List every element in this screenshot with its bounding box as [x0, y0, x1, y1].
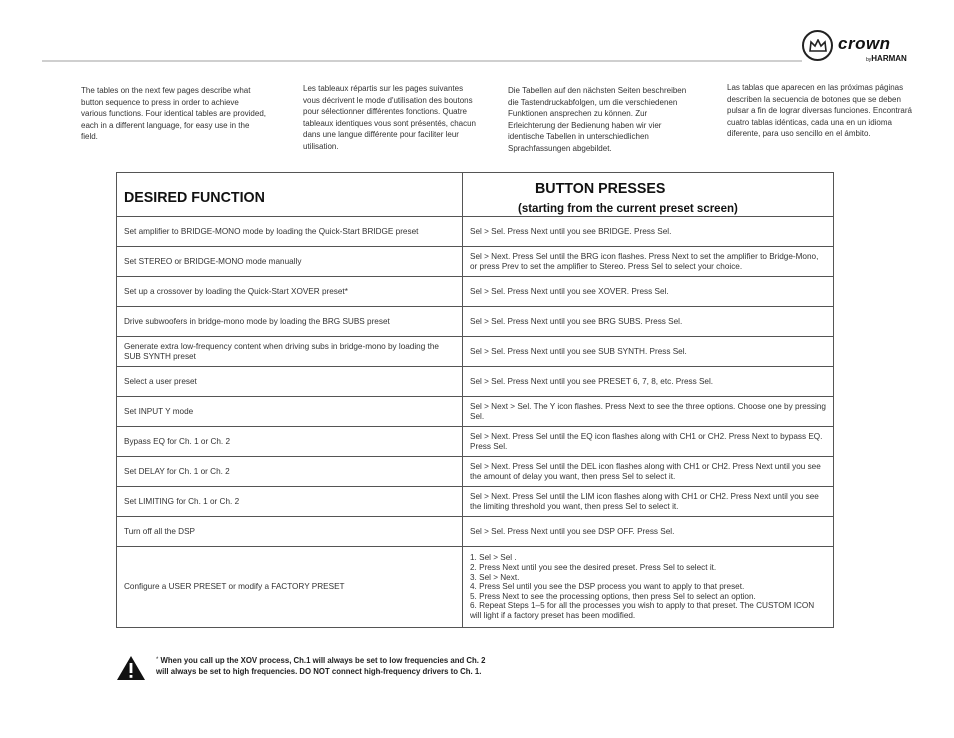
function-cell: Set INPUT Y mode	[117, 397, 463, 427]
table-row	[117, 487, 834, 517]
table-row	[117, 517, 834, 547]
function-cell: Set amplifier to BRIDGE-MONO mode by loading the Quick-Start BRIDGE preset	[117, 217, 463, 247]
step-line: will light if a factory preset has been modified.	[470, 610, 636, 620]
presses-cell: Sel > Next. Press Sel until the DEL icon flashes along with CH1 or CH2. Press Next until you see the amount of delay you want, then press Sel to select it.	[463, 457, 834, 487]
presses-cell: Sel > Next. Press Sel until the EQ icon flashes along with CH1 or CH2. Press Next to bypass EQ. Press Sel.	[463, 427, 834, 457]
presses-cell: Sel > Next. Press Sel until the BRG icon flashes. Press Next to set the amplifier to Bridge-Mono, or press Prev to set the amplifier to Stereo. Press Sel to select your choice.	[463, 247, 834, 277]
presses-cell: Sel > Sel. Press Next until you see BRG SUBS. Press Sel.	[463, 307, 834, 337]
function-cell: Select a user preset	[117, 367, 463, 397]
step-line: 2. Press Next until you see the desired preset. Press Sel to select it.	[470, 563, 717, 573]
function-cell: Drive subwoofers in bridge-mono mode by loading the BRG SUBS preset	[117, 307, 463, 337]
table-row	[117, 247, 834, 277]
intro-french: Les tableaux répartis sur les pages suivantes vous décrivent le mode d'utilisation des boutons pour sélectionner différentes fonctions. Quatre tableaux identiques vous sont présentés, chacun dans une langue différente pour faciliter leur utilisation.	[303, 84, 477, 151]
logo-subbrand: byHARMAN	[866, 54, 907, 63]
step-line: 1. Sel > Sel .	[470, 553, 517, 563]
warning-triangle-icon	[116, 655, 146, 681]
logo-wordmark: crown	[838, 34, 891, 53]
intro-english: The tables on the next few pages describe what button sequence to press in order to achieve various functions. Four identical tables are provided, each in a different language, for easy use in the field.	[81, 86, 266, 141]
table-row	[117, 337, 834, 367]
step-line: 5. Press Next to see the processing options, then press Sel to select an option.	[470, 591, 756, 601]
function-cell: Bypass EQ for Ch. 1 or Ch. 2	[117, 427, 463, 457]
table-row	[117, 277, 834, 307]
presses-cell: Sel > Sel. Press Next until you see BRIDGE. Press Sel.	[463, 217, 834, 247]
presses-cell: Sel > Sel. Press Next until you see DSP OFF. Press Sel.	[463, 517, 834, 547]
presses-cell: Sel > Next > Sel. The Y icon flashes. Press Next to see the three options. Choose one by pressing Sel.	[463, 397, 834, 427]
table-row	[117, 307, 834, 337]
function-cell: Configure a USER PRESET or modify a FACTORY PRESET	[117, 547, 463, 628]
button-presses-header: BUTTON PRESSES (starting from the current preset screen)	[463, 173, 834, 217]
function-table	[116, 172, 834, 628]
intro-german: Die Tabellen auf den nächsten Seiten beschreiben die Tastendruckabfolgen, um die verschiedenen Funktionen ansprechen zu können. Zur Erleichterung der Bedienung haben wir vier identische Tabellen in unterschiedlichen Sprachfassungen abgebildet.	[508, 86, 687, 153]
desired-function-header: DESIRED FUNCTION	[117, 173, 463, 217]
presses-cell: Sel > Next. Press Sel until the LIM icon flashes along with CH1 or CH2. Press Next until you see the limiting threshold you want, then press Sel to select it.	[463, 487, 834, 517]
presses-cell: Sel > Sel. Press Next until you see XOVER. Press Sel.	[463, 277, 834, 307]
xover-footnote: * When you call up the XOV process, Ch.1 will always be set to low frequencies and Ch. 2 will always be set to high frequencies. DO NOT connect high-frequency drivers to Ch. 1.	[156, 656, 486, 676]
function-cell: Set LIMITING for Ch. 1 or Ch. 2	[117, 487, 463, 517]
table-row	[117, 217, 834, 247]
step-line: 6. Repeat Steps 1–5 for all the processes you wish to apply to that preset. The CUSTOM ICON	[470, 601, 815, 611]
crown-icon	[802, 30, 833, 61]
button-presses-subheader: (starting from the current preset screen)	[518, 202, 738, 215]
function-cell: Generate extra low-frequency content when driving subs in bridge-mono by loading the SUB SYNTH preset	[117, 337, 463, 367]
presses-steps-cell	[463, 547, 834, 628]
table-row	[117, 427, 834, 457]
function-cell: Set STEREO or BRIDGE-MONO mode manually	[117, 247, 463, 277]
intro-spanish: Las tablas que aparecen en las próximas páginas describen la secuencia de botones que se deben pulsar a fin de lograr diversas funciones. Encontrará cuatro tablas idénticas, cada una en un idioma diferente, para uso sencillo en el ámbito.	[727, 83, 912, 138]
step-line: 4. Press Sel until you see the DSP process you want to apply to that preset.	[470, 582, 745, 592]
presses-cell: Sel > Sel. Press Next until you see SUB SYNTH. Press Sel.	[463, 337, 834, 367]
presses-cell: Sel > Sel. Press Next until you see PRESET 6, 7, 8, etc. Press Sel.	[463, 367, 834, 397]
table-row	[117, 367, 834, 397]
crown-harman-logo	[802, 30, 922, 66]
table-row	[117, 397, 834, 427]
table-row	[117, 457, 834, 487]
table-body	[117, 217, 834, 628]
table-row	[117, 547, 834, 628]
header-rule	[42, 60, 802, 62]
function-cell: Set DELAY for Ch. 1 or Ch. 2	[117, 457, 463, 487]
function-cell: Turn off all the DSP	[117, 517, 463, 547]
function-cell: Set up a crossover by loading the Quick-Start XOVER preset*	[117, 277, 463, 307]
step-line: 3. Sel > Next.	[470, 572, 520, 582]
